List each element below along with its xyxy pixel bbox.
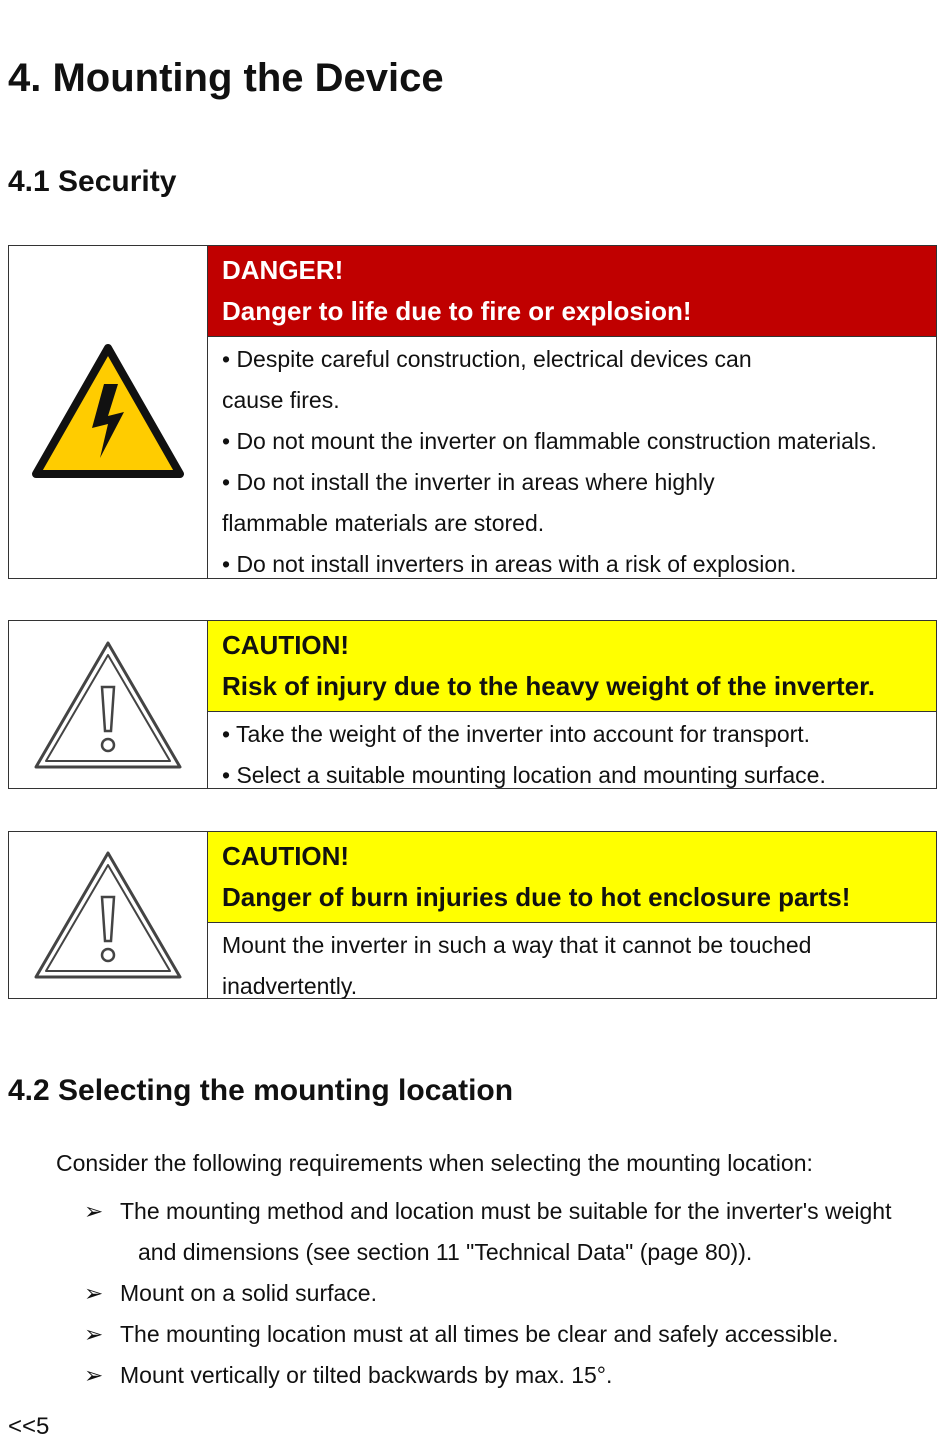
page-title: 4. Mounting the Device: [8, 56, 444, 100]
caution-burn-subtitle: Danger of burn injuries due to hot enclosure parts!: [222, 882, 851, 912]
danger-line: • Despite careful construction, electrical devices can: [222, 346, 752, 372]
danger-body: [208, 337, 936, 589]
caution-weight-subtitle: Risk of injury due to the heavy weight of the inverter.: [222, 671, 876, 701]
danger-label: DANGER!: [222, 255, 344, 285]
list-item: [84, 1191, 934, 1232]
arrow-bullet-icon: ➢: [84, 1321, 104, 1347]
caution-weight-notice: [8, 620, 937, 789]
list-item: [84, 1355, 934, 1396]
caution-weight-body: [208, 712, 936, 800]
caution-icon-cell: [9, 832, 208, 998]
danger-subtitle: Danger to life due to fire or explosion!: [222, 296, 692, 326]
caution-weight-header: [208, 621, 936, 712]
caution-label: CAUTION!: [222, 630, 350, 660]
requirements-list: [84, 1191, 934, 1396]
list-item-text: The mounting location must at all times be clear and safely accessible.: [120, 1321, 839, 1347]
danger-header: [208, 246, 936, 337]
list-item-text: Mount on a solid surface.: [120, 1280, 377, 1306]
list-item: [84, 1314, 934, 1355]
list-item-text: and dimensions (see section 11 "Technical Data" (page 80)).: [138, 1239, 753, 1265]
caution-line: • Select a suitable mounting location and mounting surface.: [222, 762, 826, 788]
caution-burn-notice: [8, 831, 937, 999]
danger-line: • Do not mount the inverter on flammable construction materials.: [222, 428, 877, 454]
caution-line: Mount the inverter in such a way that it cannot be touched: [222, 932, 812, 958]
list-item-text: The mounting method and location must be suitable for the inverter's weight: [120, 1198, 892, 1224]
danger-line: • Do not install the inverter in areas where highly: [222, 469, 715, 495]
caution-label: CAUTION!: [222, 841, 350, 871]
section-heading-security: 4.1 Security: [8, 165, 177, 198]
danger-notice: [8, 245, 937, 579]
arrow-bullet-icon: ➢: [84, 1280, 104, 1306]
danger-line: • Do not install inverters in areas with a risk of explosion.: [222, 551, 797, 577]
arrow-bullet-icon: ➢: [84, 1362, 104, 1388]
danger-icon-cell: [9, 246, 208, 578]
danger-line: cause fires.: [222, 387, 340, 413]
caution-burn-header: [208, 832, 936, 923]
section-heading-mounting-location: 4.2 Selecting the mounting location: [8, 1074, 514, 1107]
caution-burn-body: [208, 923, 936, 1011]
caution-line: inadvertently.: [222, 973, 358, 999]
page-number: <<5: [8, 1413, 50, 1440]
caution-line: • Take the weight of the inverter into account for transport.: [222, 721, 811, 747]
general-warning-icon: [30, 635, 186, 775]
requirements-intro: Consider the following requirements when selecting the mounting location:: [56, 1150, 813, 1176]
caution-icon-cell: [9, 621, 208, 788]
list-item-continuation: [84, 1232, 934, 1273]
danger-line: flammable materials are stored.: [222, 510, 545, 536]
list-item-text: Mount vertically or tilted backwards by max. 15°.: [120, 1362, 613, 1388]
general-warning-icon: [30, 845, 186, 985]
list-item: [84, 1273, 934, 1314]
arrow-bullet-icon: ➢: [84, 1198, 104, 1224]
high-voltage-warning-icon: [30, 342, 186, 482]
